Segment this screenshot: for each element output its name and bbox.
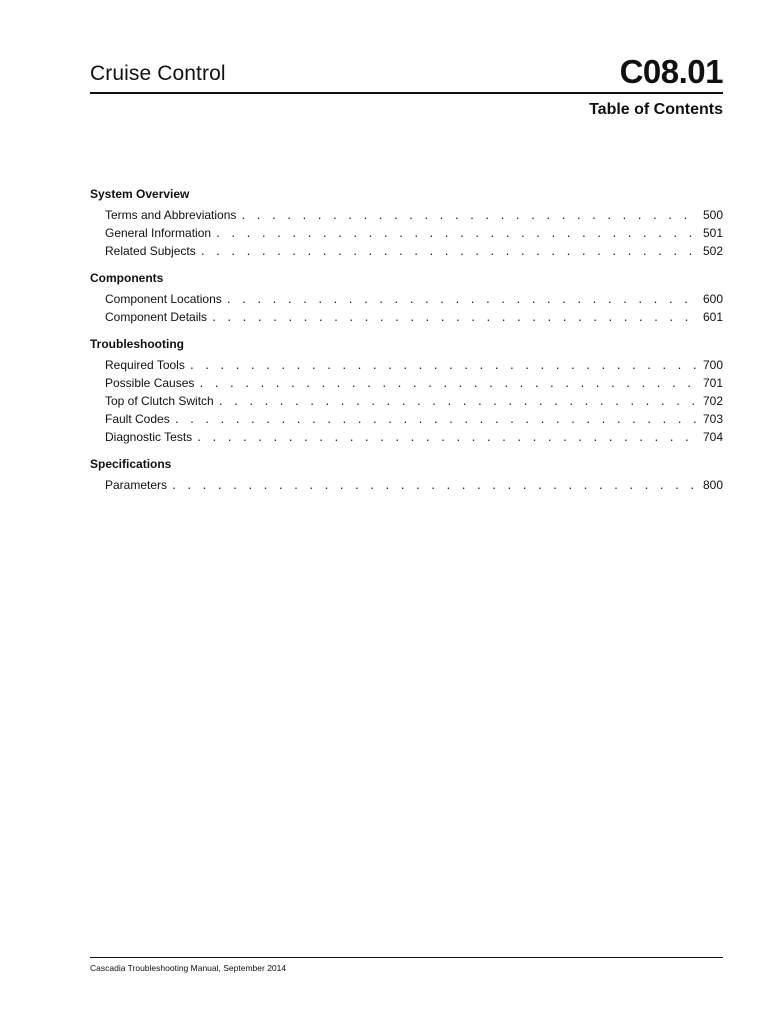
toc-group-system-overview: [90, 185, 723, 260]
toc-entry-label: General Information: [105, 226, 212, 240]
dot-leader: [196, 430, 699, 448]
toc-entry-page: 703: [702, 412, 723, 426]
toc-entry-label: Fault Codes: [105, 412, 170, 426]
toc-group-troubleshooting: [90, 335, 723, 446]
dot-leader: [200, 244, 699, 262]
toc-entry-page: 701: [702, 376, 723, 390]
page-title: Cruise Control: [90, 62, 226, 85]
toc-group-title: Components: [90, 271, 164, 285]
toc-entry-page: 704: [702, 430, 723, 444]
dot-leader: [189, 358, 699, 376]
toc-entry-label: Component Locations: [105, 292, 222, 306]
dot-leader: [211, 310, 699, 328]
toc-entry-label: Terms and Abbreviations: [105, 208, 237, 222]
toc-entry[interactable]: [90, 392, 723, 410]
toc-entry[interactable]: [90, 308, 723, 326]
toc-entry-page: 601: [702, 310, 723, 324]
toc-group-title: Troubleshooting: [90, 337, 184, 351]
toc-entry-label: Related Subjects: [105, 244, 196, 258]
toc-entry[interactable]: [90, 428, 723, 446]
toc-entry[interactable]: [90, 356, 723, 374]
dot-leader: [218, 394, 699, 412]
toc-entry-label: Required Tools: [105, 358, 185, 372]
toc-entry-label: Component Details: [105, 310, 208, 324]
toc-entry-page: 800: [702, 478, 723, 492]
toc-entry-label: Diagnostic Tests: [105, 430, 193, 444]
toc-group-title: Specifications: [90, 457, 172, 471]
toc-entry[interactable]: [90, 410, 723, 428]
dot-leader: [171, 478, 699, 496]
toc-group-components: [90, 269, 723, 326]
dot-leader: [240, 208, 699, 226]
dot-leader: [198, 376, 699, 394]
toc-entry-label: Top of Clutch Switch: [105, 394, 214, 408]
toc-entry[interactable]: [90, 242, 723, 260]
toc-entry-page: 702: [702, 394, 723, 408]
toc-entry-page: 600: [702, 292, 723, 306]
dot-leader: [174, 412, 699, 430]
toc-entry[interactable]: [90, 374, 723, 392]
toc-entry-page: 500: [702, 208, 723, 222]
toc-entry[interactable]: [90, 224, 723, 242]
dot-leader: [215, 226, 699, 244]
toc-entry[interactable]: [90, 206, 723, 224]
toc-entry-label: Parameters: [105, 478, 168, 492]
table-of-contents: [90, 185, 723, 503]
header-rule: [90, 92, 723, 94]
toc-group-specifications: [90, 455, 723, 494]
footer-text: Cascadia Troubleshooting Manual, September 2014: [90, 963, 287, 973]
toc-group-title: System Overview: [90, 187, 190, 201]
toc-entry-label: Possible Causes: [105, 376, 195, 390]
toc-entry-page: 700: [702, 358, 723, 372]
toc-entry-page: 501: [702, 226, 723, 240]
toc-entry-page: 502: [702, 244, 723, 258]
footer-rule: [90, 957, 723, 958]
section-code: C08.01: [619, 53, 723, 90]
toc-entry[interactable]: [90, 290, 723, 308]
toc-heading: Table of Contents: [589, 101, 723, 118]
toc-entry[interactable]: [90, 476, 723, 494]
dot-leader: [226, 292, 699, 310]
